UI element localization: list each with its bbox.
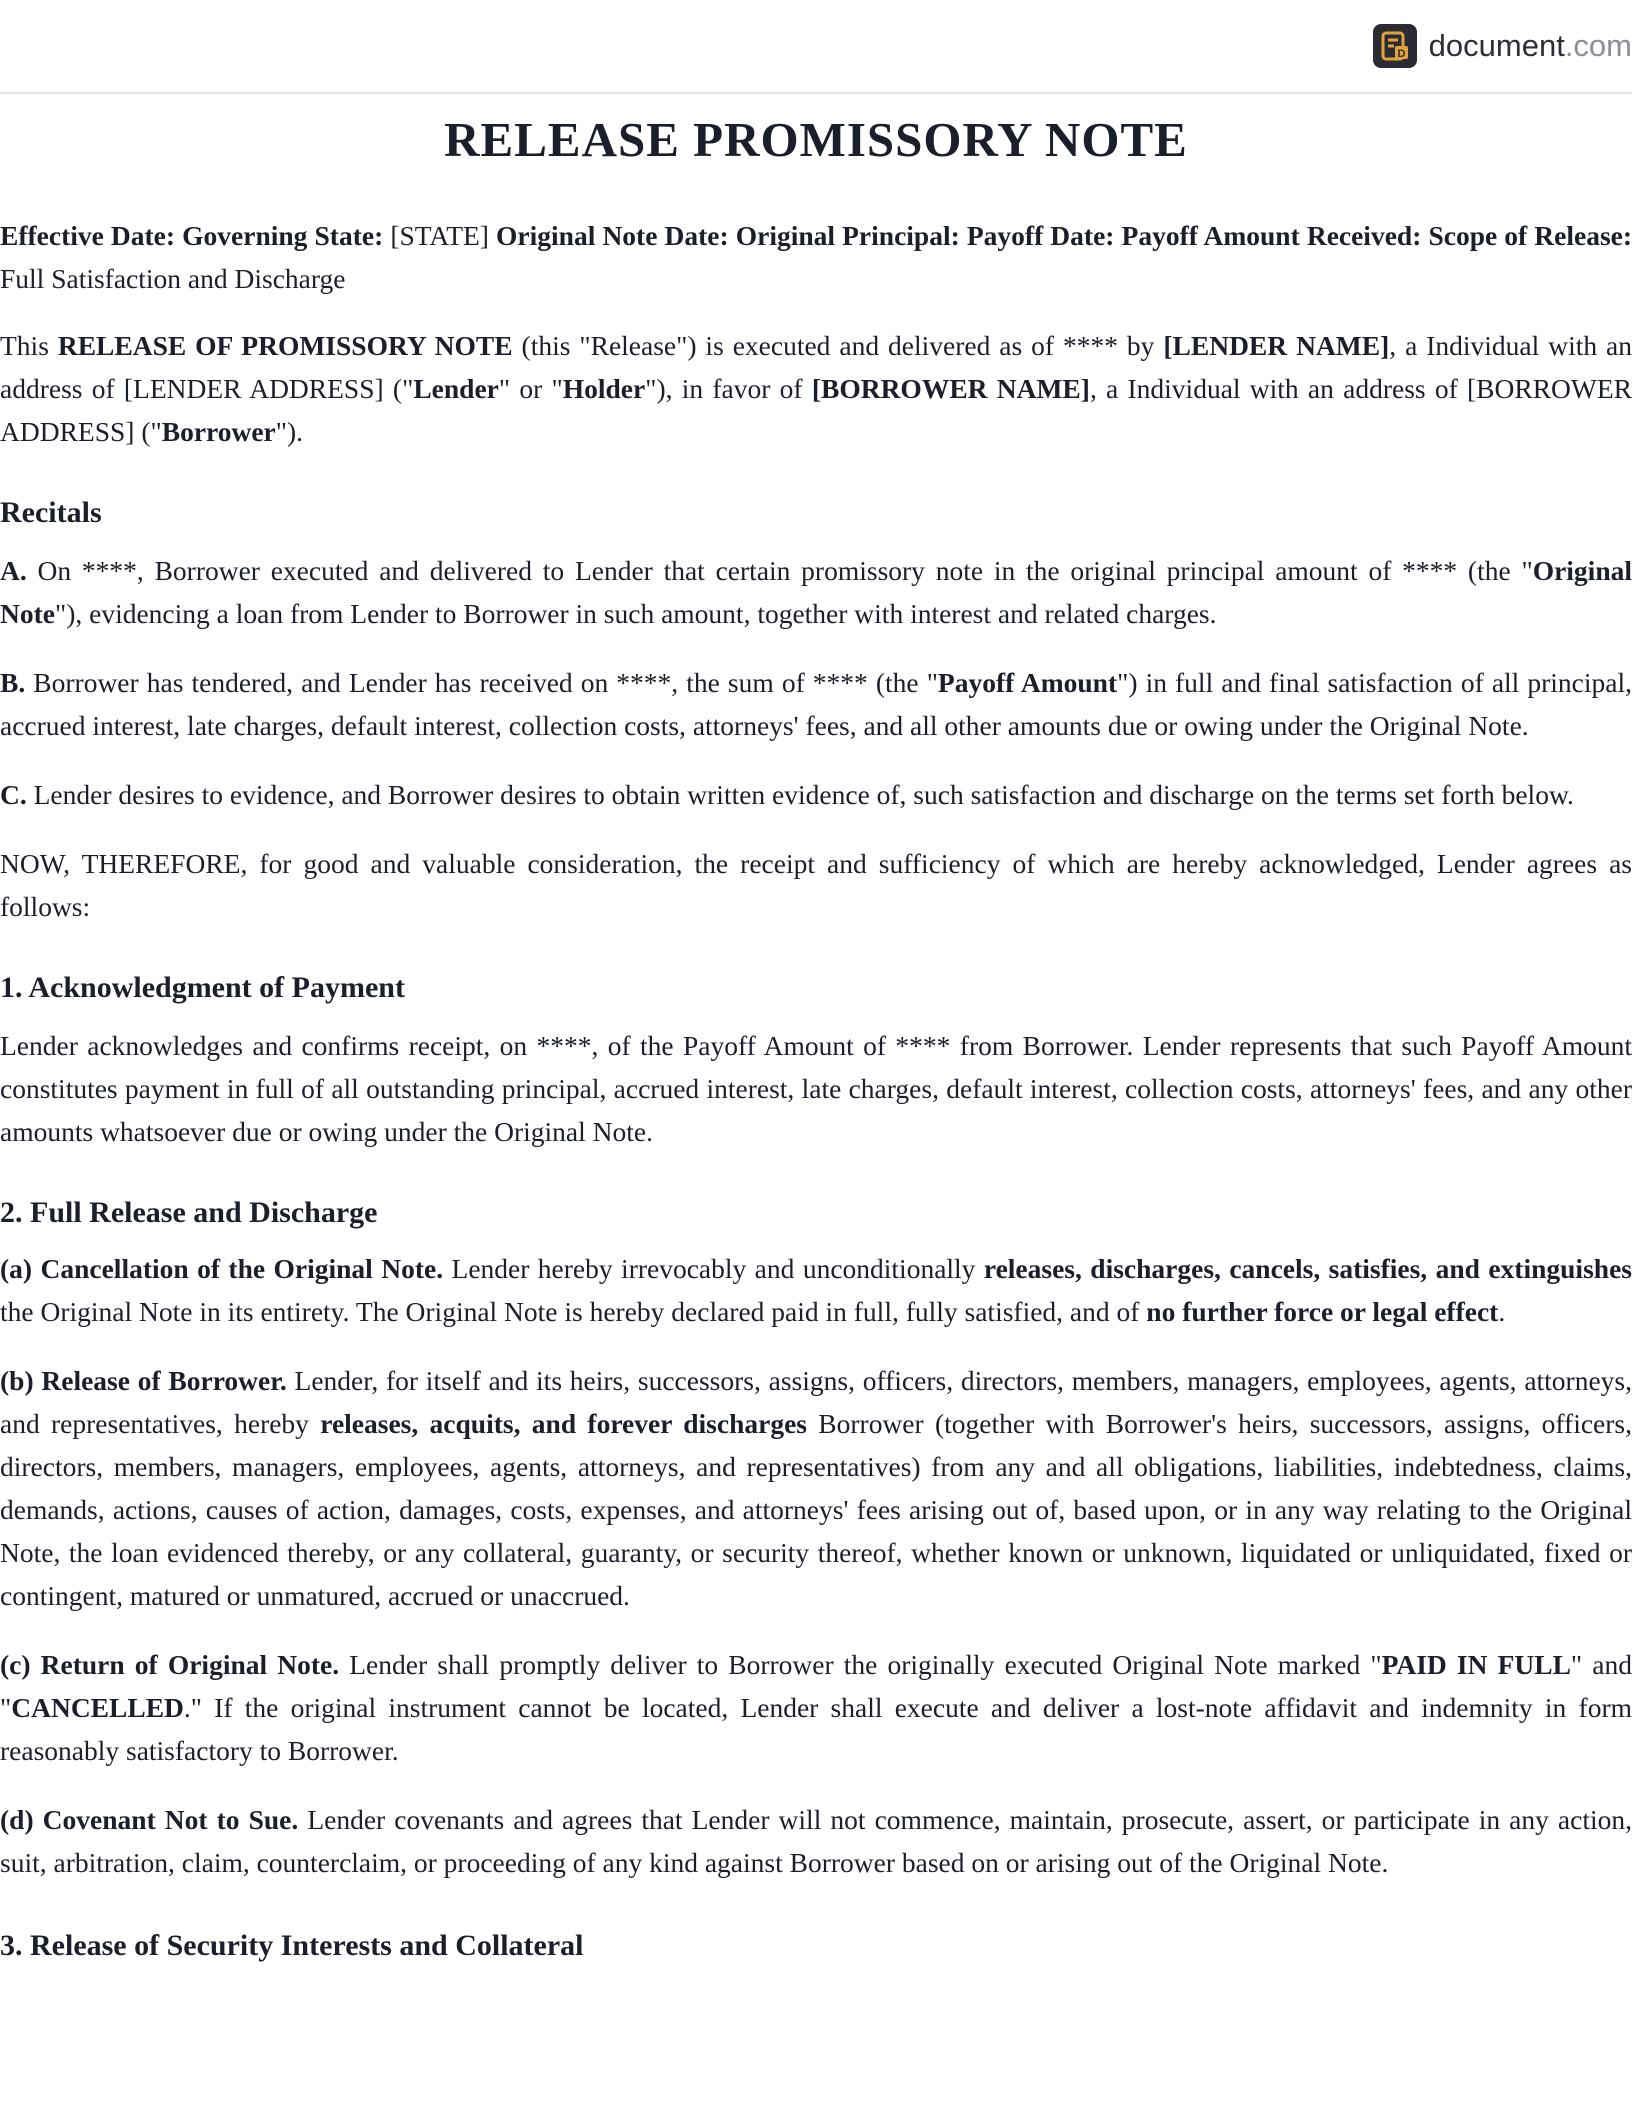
section-2d: (d) Covenant Not to Sue. Lender covenants and agrees that Lender will not commence, maintain, prosecute, assert, or participate in any action, suit, arbitration, claim, counterclaim, or proceeding of any kind against Borrower based on or arising out of the Original Note. (0, 1804, 1632, 1878)
recital-c: C. Lender desires to evidence, and Borrower desires to obtain written evidence of, such satisfaction and discharge on the terms set forth below. (0, 779, 1574, 810)
intro-paragraph: This RELEASE OF PROMISSORY NOTE (this "Release") is executed and delivered as of **** by [LENDER NAME], a Individual with an address of [LENDER ADDRESS] ("Lender" or "Holder"), in favor of [BORROWER NAME], a Individual with an address of [BORROWER ADDRESS] ("Borrower"). (0, 330, 1632, 447)
brand-logo[interactable] (1373, 22, 1632, 70)
payoff-date-label: Payoff Date: (966, 220, 1115, 251)
section-2-heading: 2. Full Release and Discharge (0, 1196, 378, 1229)
svg-text:D: D (1397, 48, 1406, 60)
original-principal-label: Original Principal: (735, 220, 960, 251)
now-therefore-paragraph: NOW, THEREFORE, for good and valuable consideration, the receipt and sufficiency of which are hereby acknowledged, Lender agrees as follows: (0, 848, 1632, 922)
top-bar (0, 0, 1632, 94)
section-2b: (b) Release of Borrower. Lender, for itself and its heirs, successors, assigns, officers, directors, members, managers, employees, agents, attorneys, and representatives, hereby releases, acquits, and forever discharges Borrower (together with Borrower's heirs, successors, assigns, officers, directors, members, managers, employees, agents, attorneys, and representatives) from any and all obligations, liabilities, indebtedness, claims, demands, actions, causes of action, damages, costs, expenses, and attorneys' fees arising out of, based upon, or in any way relating to the Original Note, the loan evidenced thereby, or any collateral, guaranty, or security thereof, whether known or unknown, liquidated or unliquidated, fixed or contingent, matured or unmatured, accrued or unaccrued. (0, 1365, 1632, 1611)
governing-state-label: Governing State: (182, 220, 384, 251)
brand-name: document.com (1428, 28, 1632, 63)
section-2a: (a) Cancellation of the Original Note. Lender hereby irrevocably and unconditionally releases, discharges, cancels, satisfies, and extinguishes the Original Note in its entirety. The Original Note is hereby declared paid in full, fully satisfied, and of no further force or legal effect. (0, 1253, 1632, 1327)
section-3-heading: 3. Release of Security Interests and Collateral (0, 1929, 584, 1962)
document-title: RELEASE PROMISSORY NOTE (444, 112, 1188, 167)
document-logo-icon (1373, 24, 1417, 68)
section-1-body: Lender acknowledges and confirms receipt, on ****, of the Payoff Amount of **** from Borrower. Lender represents that such Payoff Amount constitutes payment in full of all outstanding principal, accrued interest, late charges, default interest, collection costs, attorneys' fees, and any other amounts whatsoever due or owing under the Original Note. (0, 1030, 1632, 1147)
original-note-date-label: Original Note Date: (496, 220, 729, 251)
scope-label: Scope of Release: (1428, 220, 1632, 251)
effective-date-label: Effective Date: (0, 220, 176, 251)
brand-tld: .com (1564, 28, 1632, 63)
recital-b: B. Borrower has tendered, and Lender has received on ****, the sum of **** (the "Payoff Amount") in full and final satisfaction of all principal, accrued interest, late charges, default interest, collection costs, attorneys' fees, and all other amounts due or owing under the Original Note. (0, 667, 1632, 741)
payoff-amount-label: Payoff Amount Received: (1121, 220, 1422, 251)
recitals-heading: Recitals (0, 496, 102, 529)
section-1-heading: 1. Acknowledgment of Payment (0, 971, 405, 1004)
section-2c: (c) Return of Original Note. Lender shall promptly deliver to Borrower the originally executed Original Note marked "PAID IN FULL" and "CANCELLED." If the original instrument cannot be located, Lender shall execute and deliver a lost-note affidavit and indemnity in form reasonably satisfactory to Borrower. (0, 1649, 1632, 1766)
recital-a: A. On ****, Borrower executed and delivered to Lender that certain promissory note in the original principal amount of **** (the "Original Note"), evidencing a loan from Lender to Borrower in such amount, together with interest and related charges. (0, 555, 1632, 629)
governing-state-value: [STATE] (390, 220, 489, 251)
scope-value: Full Satisfaction and Discharge (0, 263, 346, 294)
document-body (0, 108, 1632, 1966)
meta-block (0, 214, 1632, 300)
